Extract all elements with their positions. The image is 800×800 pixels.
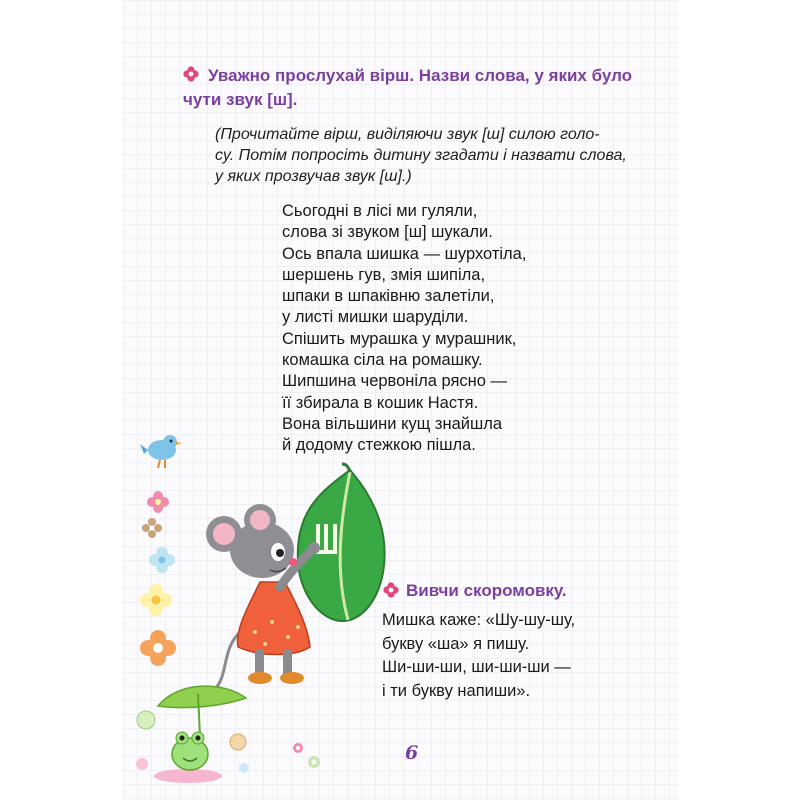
poem-line: Вона вільшини кущ знайшла xyxy=(282,414,503,433)
flower-bullet-icon xyxy=(183,66,199,82)
poem-line: шершень гув, змія шипіла, xyxy=(282,265,486,284)
instruction-line: у яких прозвучав звук [ш].) xyxy=(215,168,412,185)
poem-line: Шипшина червоніла рясно — xyxy=(282,372,508,391)
poem-line: Ось впала шишка — шурхотіла, xyxy=(282,244,527,263)
task1-heading-line2-wrap xyxy=(183,88,297,111)
poem-line: комашка сіла на ромашку. xyxy=(282,351,483,370)
poem-line: у листі мишки шаруділи. xyxy=(282,308,469,327)
twister-line: Ши-ши-ши, ши-ши-ши — xyxy=(382,658,571,676)
task1-heading xyxy=(208,64,668,87)
task2-heading: Вивчи скоромовку. xyxy=(406,581,567,600)
poem-line: Спішить мурашка у мурашник, xyxy=(282,329,517,348)
mouse-with-leaf-illustration xyxy=(200,462,390,697)
poem-line: й додому стежкою пішла. xyxy=(282,436,476,455)
instruction-line: су. Потім попросіть дитину згадати і назвати слова, xyxy=(215,147,627,164)
twister-line: і ти букву напиши». xyxy=(382,681,531,700)
task1-heading-line1: Уважно прослухай вірш. Назви слова, у яких було xyxy=(208,66,633,85)
twister-line: Мишка каже: «Шу-шу-шу, xyxy=(382,611,576,629)
poem-line: її збирала в кошик Настя. xyxy=(282,393,479,412)
task1-heading-line2: чути звук [ш]. xyxy=(183,90,298,109)
task1-instruction xyxy=(215,124,655,187)
tongue-twister xyxy=(382,609,575,703)
poem xyxy=(282,201,526,457)
flower-decoration-icon xyxy=(140,488,180,668)
flower-decoration-icon xyxy=(288,738,328,778)
twister-line: букву «ша» я пишу. xyxy=(382,634,530,653)
frog-illustration xyxy=(128,676,258,786)
bird-icon xyxy=(140,428,182,468)
poem-line: шпаки в шпаківню залетіли, xyxy=(282,287,495,306)
page-number: 6 xyxy=(405,742,419,764)
poem-line: слова зі звуком [ш] шукали. xyxy=(282,223,493,242)
instruction-line: (Прочитайте вірш, виділяючи звук [ш] силою голо- xyxy=(215,126,600,143)
poem-line: Сьогодні в лісі ми гуляли, xyxy=(282,202,478,220)
